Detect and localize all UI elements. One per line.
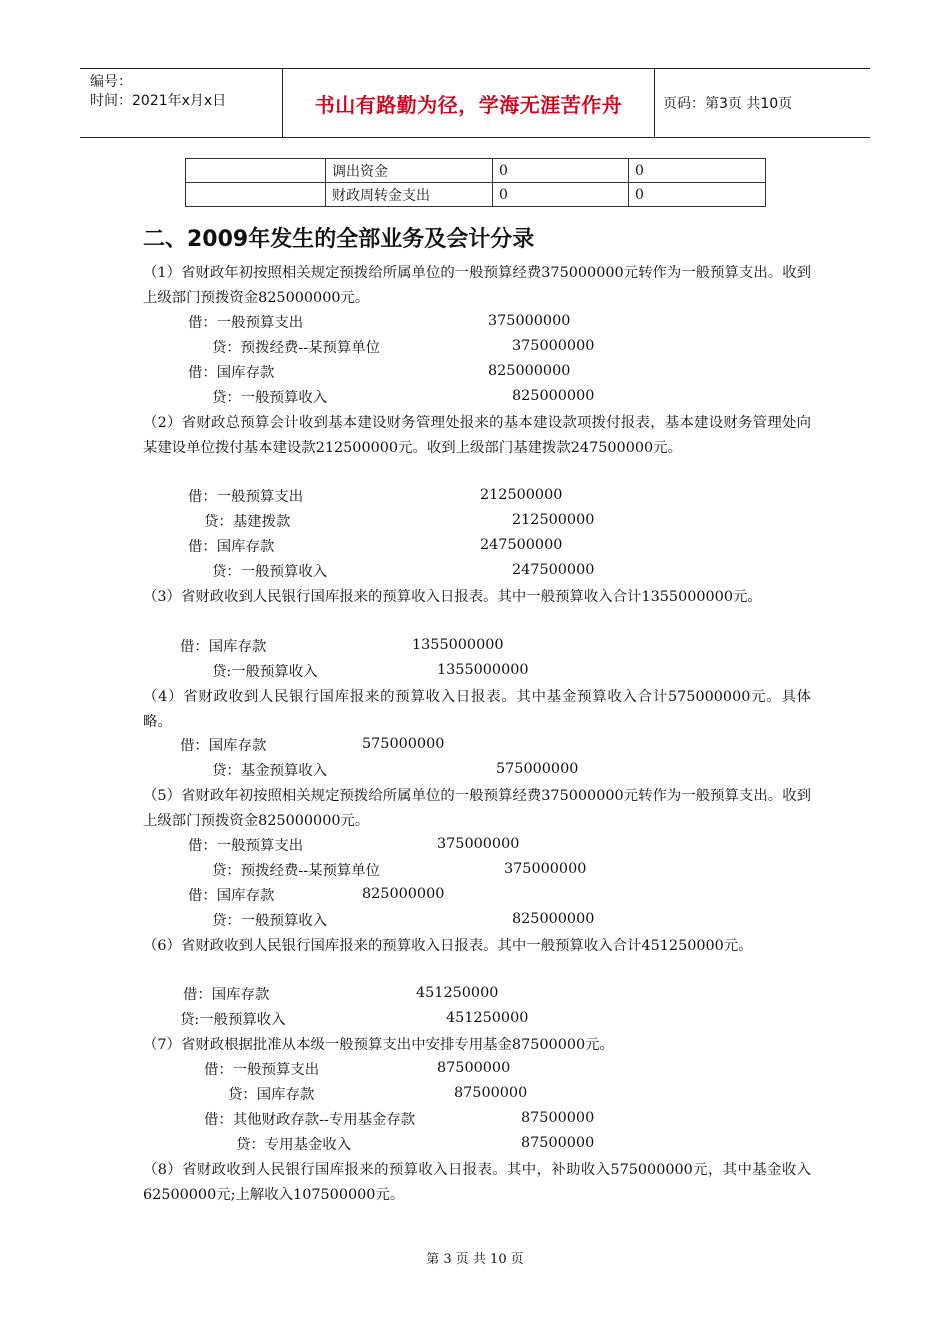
table-row — [186, 159, 766, 183]
item-1-text: （1）省财政年初按照相关规定预拨给所属单位的一般预算经费375000000元转作为一般预算支出。收到上级部门预拨资金825000000元。 — [143, 265, 811, 306]
table-cell: 0 — [629, 159, 766, 183]
entry-amount: 87500000 — [454, 1085, 528, 1101]
page-header — [80, 68, 870, 138]
entry-amount: 375000000 — [512, 338, 595, 354]
table-cell: 0 — [629, 183, 766, 207]
entry-amount: 212500000 — [512, 512, 595, 528]
entry-amount: 451250000 — [446, 1010, 529, 1026]
entry-label: 贷：基金预算收入 — [212, 763, 328, 779]
table-cell: 0 — [493, 183, 629, 207]
item-2-text: （2）省财政总预算会计收到基本建设财务管理处报来的基本建设款项拨付报表，基本建设财务管理处向某建设单位拨付基本建设款212500000元。收到上级部门基建拨款247500000元。 — [143, 415, 811, 456]
entry-amount: 212500000 — [480, 487, 563, 503]
entry-amount: 825000000 — [512, 388, 595, 404]
entry-label: 贷：一般预算收入 — [212, 564, 328, 580]
table-cell: 财政周转金支出 — [326, 183, 493, 207]
table-cell: 0 — [493, 159, 629, 183]
entry-label: 借：一般预算支出 — [188, 838, 304, 854]
entry-amount: 575000000 — [362, 736, 445, 752]
entry-label: 借：国库存款 — [180, 738, 267, 754]
entry-label: 贷：一般预算收入 — [212, 913, 328, 929]
header-meta — [80, 69, 283, 137]
document-time-label: 时间：2021年x月x日 — [90, 93, 227, 109]
entry-label: 贷：专用基金收入 — [236, 1137, 352, 1153]
header-motto: 书山有路勤为径，学海无涯苦作舟 — [283, 69, 655, 137]
entry-label: 贷：国库存款 — [228, 1087, 315, 1103]
entry-label: 贷：基建拨款 — [204, 514, 291, 530]
entry-amount: 825000000 — [362, 886, 445, 902]
entry-label: 借：一般预算支出 — [188, 489, 304, 505]
entry-label: 借：国库存款 — [180, 639, 267, 655]
section-title: 二、2009年发生的全部业务及会计分录 — [143, 227, 535, 252]
item-6-text: （6）省财政收到人民银行国库报来的预算收入日报表。其中一般预算收入合计451250000元。 — [143, 938, 753, 954]
entry-label: 贷：预拨经费--某预算单位 — [212, 340, 381, 356]
entry-amount: 87500000 — [437, 1060, 511, 1076]
table-cell: 调出资金 — [326, 159, 493, 183]
item-8-text: （8）省财政收到人民银行国库报来的预算收入日报表。其中，补助收入575000000元，其中基金收入62500000元;上解收入107500000元。 — [143, 1162, 811, 1203]
table-row — [186, 183, 766, 207]
entry-amount: 451250000 — [416, 985, 499, 1001]
item-7-text: （7）省财政根据批准从本级一般预算支出中安排专用基金87500000元。 — [143, 1037, 614, 1053]
entry-amount: 1355000000 — [412, 637, 504, 653]
entry-label: 贷:一般预算收入 — [180, 1012, 286, 1028]
entry-amount: 247500000 — [512, 562, 595, 578]
entry-label: 借：其他财政存款--专用基金存款 — [204, 1112, 416, 1128]
entry-label: 借：一般预算支出 — [204, 1062, 320, 1078]
entry-label: 借：国库存款 — [188, 365, 275, 381]
entry-amount: 825000000 — [512, 911, 595, 927]
entry-amount: 375000000 — [437, 836, 520, 852]
entry-label: 贷:一般预算收入 — [212, 664, 318, 680]
entry-amount: 247500000 — [480, 537, 563, 553]
entry-label: 贷：一般预算收入 — [212, 390, 328, 406]
balance-table-fragment — [185, 158, 766, 207]
table-cell — [186, 183, 326, 207]
entry-amount: 825000000 — [488, 363, 571, 379]
item-3-text: （3）省财政收到人民银行国库报来的预算收入日报表。其中一般预算收入合计1355000000元。 — [143, 589, 762, 605]
entry-amount: 87500000 — [521, 1110, 595, 1126]
entry-amount: 375000000 — [488, 313, 571, 329]
entry-amount: 375000000 — [504, 861, 587, 877]
entry-label: 贷：预拨经费--某预算单位 — [212, 863, 381, 879]
entry-label: 借：国库存款 — [188, 539, 275, 555]
entry-amount: 87500000 — [521, 1135, 595, 1151]
table-cell — [186, 159, 326, 183]
entry-label: 借：国库存款 — [183, 987, 270, 1003]
entry-label: 借：一般预算支出 — [188, 315, 304, 331]
entry-amount: 1355000000 — [437, 662, 529, 678]
entry-label: 借：国库存款 — [188, 888, 275, 904]
item-5-text: （5）省财政年初按照相关规定预拨给所属单位的一般预算经费375000000元转作为一般预算支出。收到上级部门预拨资金825000000元。 — [143, 788, 811, 829]
entry-amount: 575000000 — [496, 761, 579, 777]
item-4-text: （4）省财政收到人民银行国库报来的预算收入日报表。其中基金预算收入合计575000000元。具体 略。 — [143, 689, 811, 730]
document-number-label: 编号： — [90, 74, 132, 90]
page-footer: 第 3 页 共 10 页 — [426, 1252, 524, 1267]
header-page-number: 页码：第3页 共10页 — [663, 96, 793, 112]
